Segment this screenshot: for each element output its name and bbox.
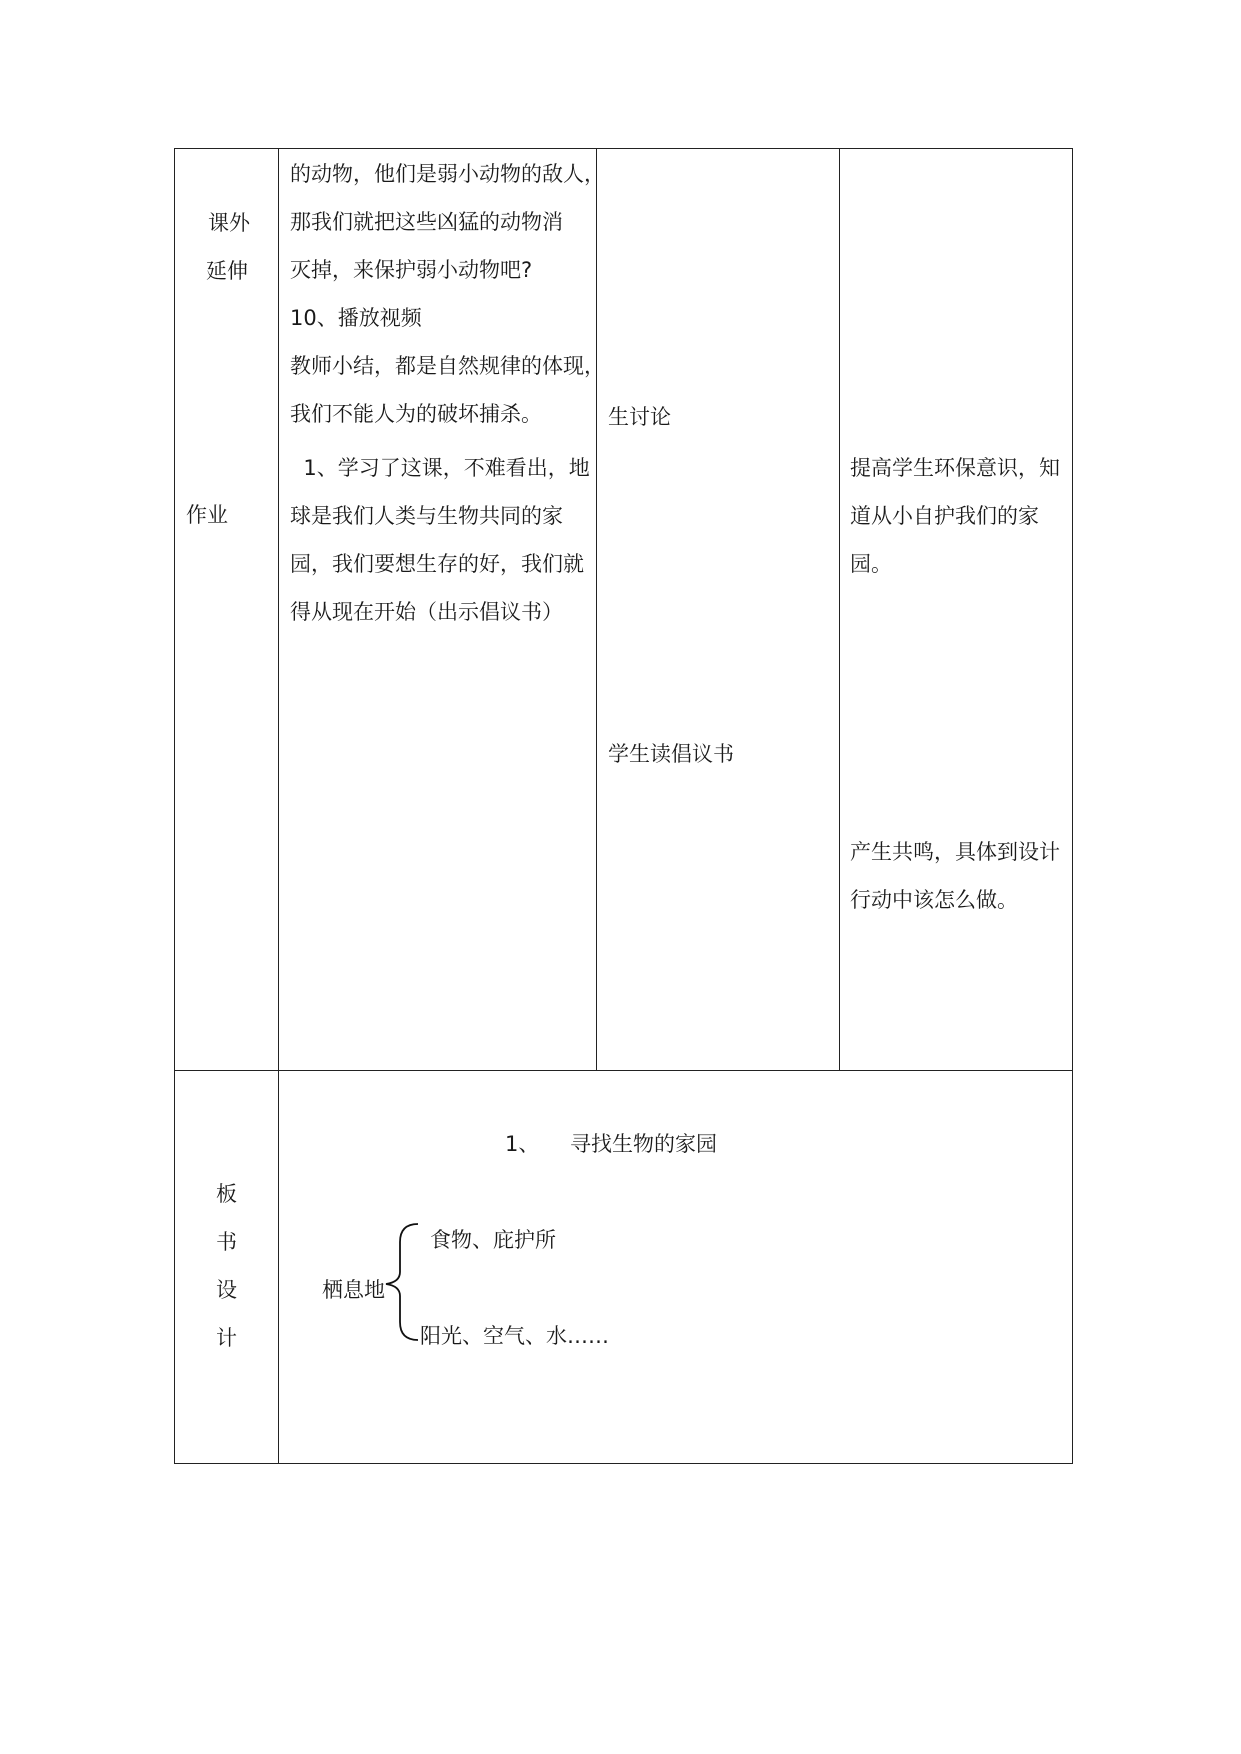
text-line: 球是我们人类与生物共同的家: [290, 504, 563, 528]
text-line: 园，我们要想生存的好，我们就: [290, 552, 584, 576]
label-yanshen: 延伸: [206, 259, 248, 283]
text-line: 得从现在开始（出示倡议书）: [290, 600, 563, 624]
text-line: 的动物，他们是弱小动物的敌人，: [290, 162, 605, 186]
text-line: 1、学习了这课，不难看出，地: [290, 456, 590, 480]
board-heading-number: 1、: [505, 1132, 540, 1156]
board-root-habitat: 栖息地: [322, 1278, 385, 1302]
text-line: 那我们就把这些凶猛的动物消: [290, 210, 563, 234]
board-branch-food: 食物、庇护所: [430, 1228, 556, 1252]
student-activity-discuss: 生讨论: [608, 405, 671, 429]
text-line: 产生共鸣，具体到设计: [850, 840, 1060, 864]
label-char: 板: [216, 1182, 237, 1206]
cell-upper-col4: [839, 148, 1073, 1071]
text-line: 10、播放视频: [290, 306, 422, 330]
label-kewai: 课外: [208, 211, 250, 235]
board-heading-title: 寻找生物的家园: [570, 1132, 717, 1156]
cell-lower-col1: [174, 1070, 279, 1464]
text-line: 教师小结，都是自然规律的体现，: [290, 354, 605, 378]
student-activity-read: 学生读倡议书: [608, 742, 734, 766]
text-line: 园。: [850, 552, 892, 576]
label-char: 计: [216, 1326, 237, 1350]
text-line: 道从小自护我们的家: [850, 504, 1039, 528]
board-branch-sunlight: 阳光、空气、水……: [420, 1324, 609, 1348]
text-line: 灭掉，来保护弱小动物吧?: [290, 258, 533, 282]
text-line: 我们不能人为的破坏捕杀。: [290, 402, 542, 426]
label-char: 设: [216, 1278, 237, 1302]
label-char: 书: [216, 1230, 237, 1254]
text-line: 提高学生环保意识，知: [850, 456, 1060, 480]
text-line: 行动中该怎么做。: [850, 888, 1018, 912]
label-zuoye: 作业: [186, 503, 228, 527]
curly-brace-icon: [380, 1222, 420, 1342]
cell-upper-col3: [596, 148, 840, 1071]
